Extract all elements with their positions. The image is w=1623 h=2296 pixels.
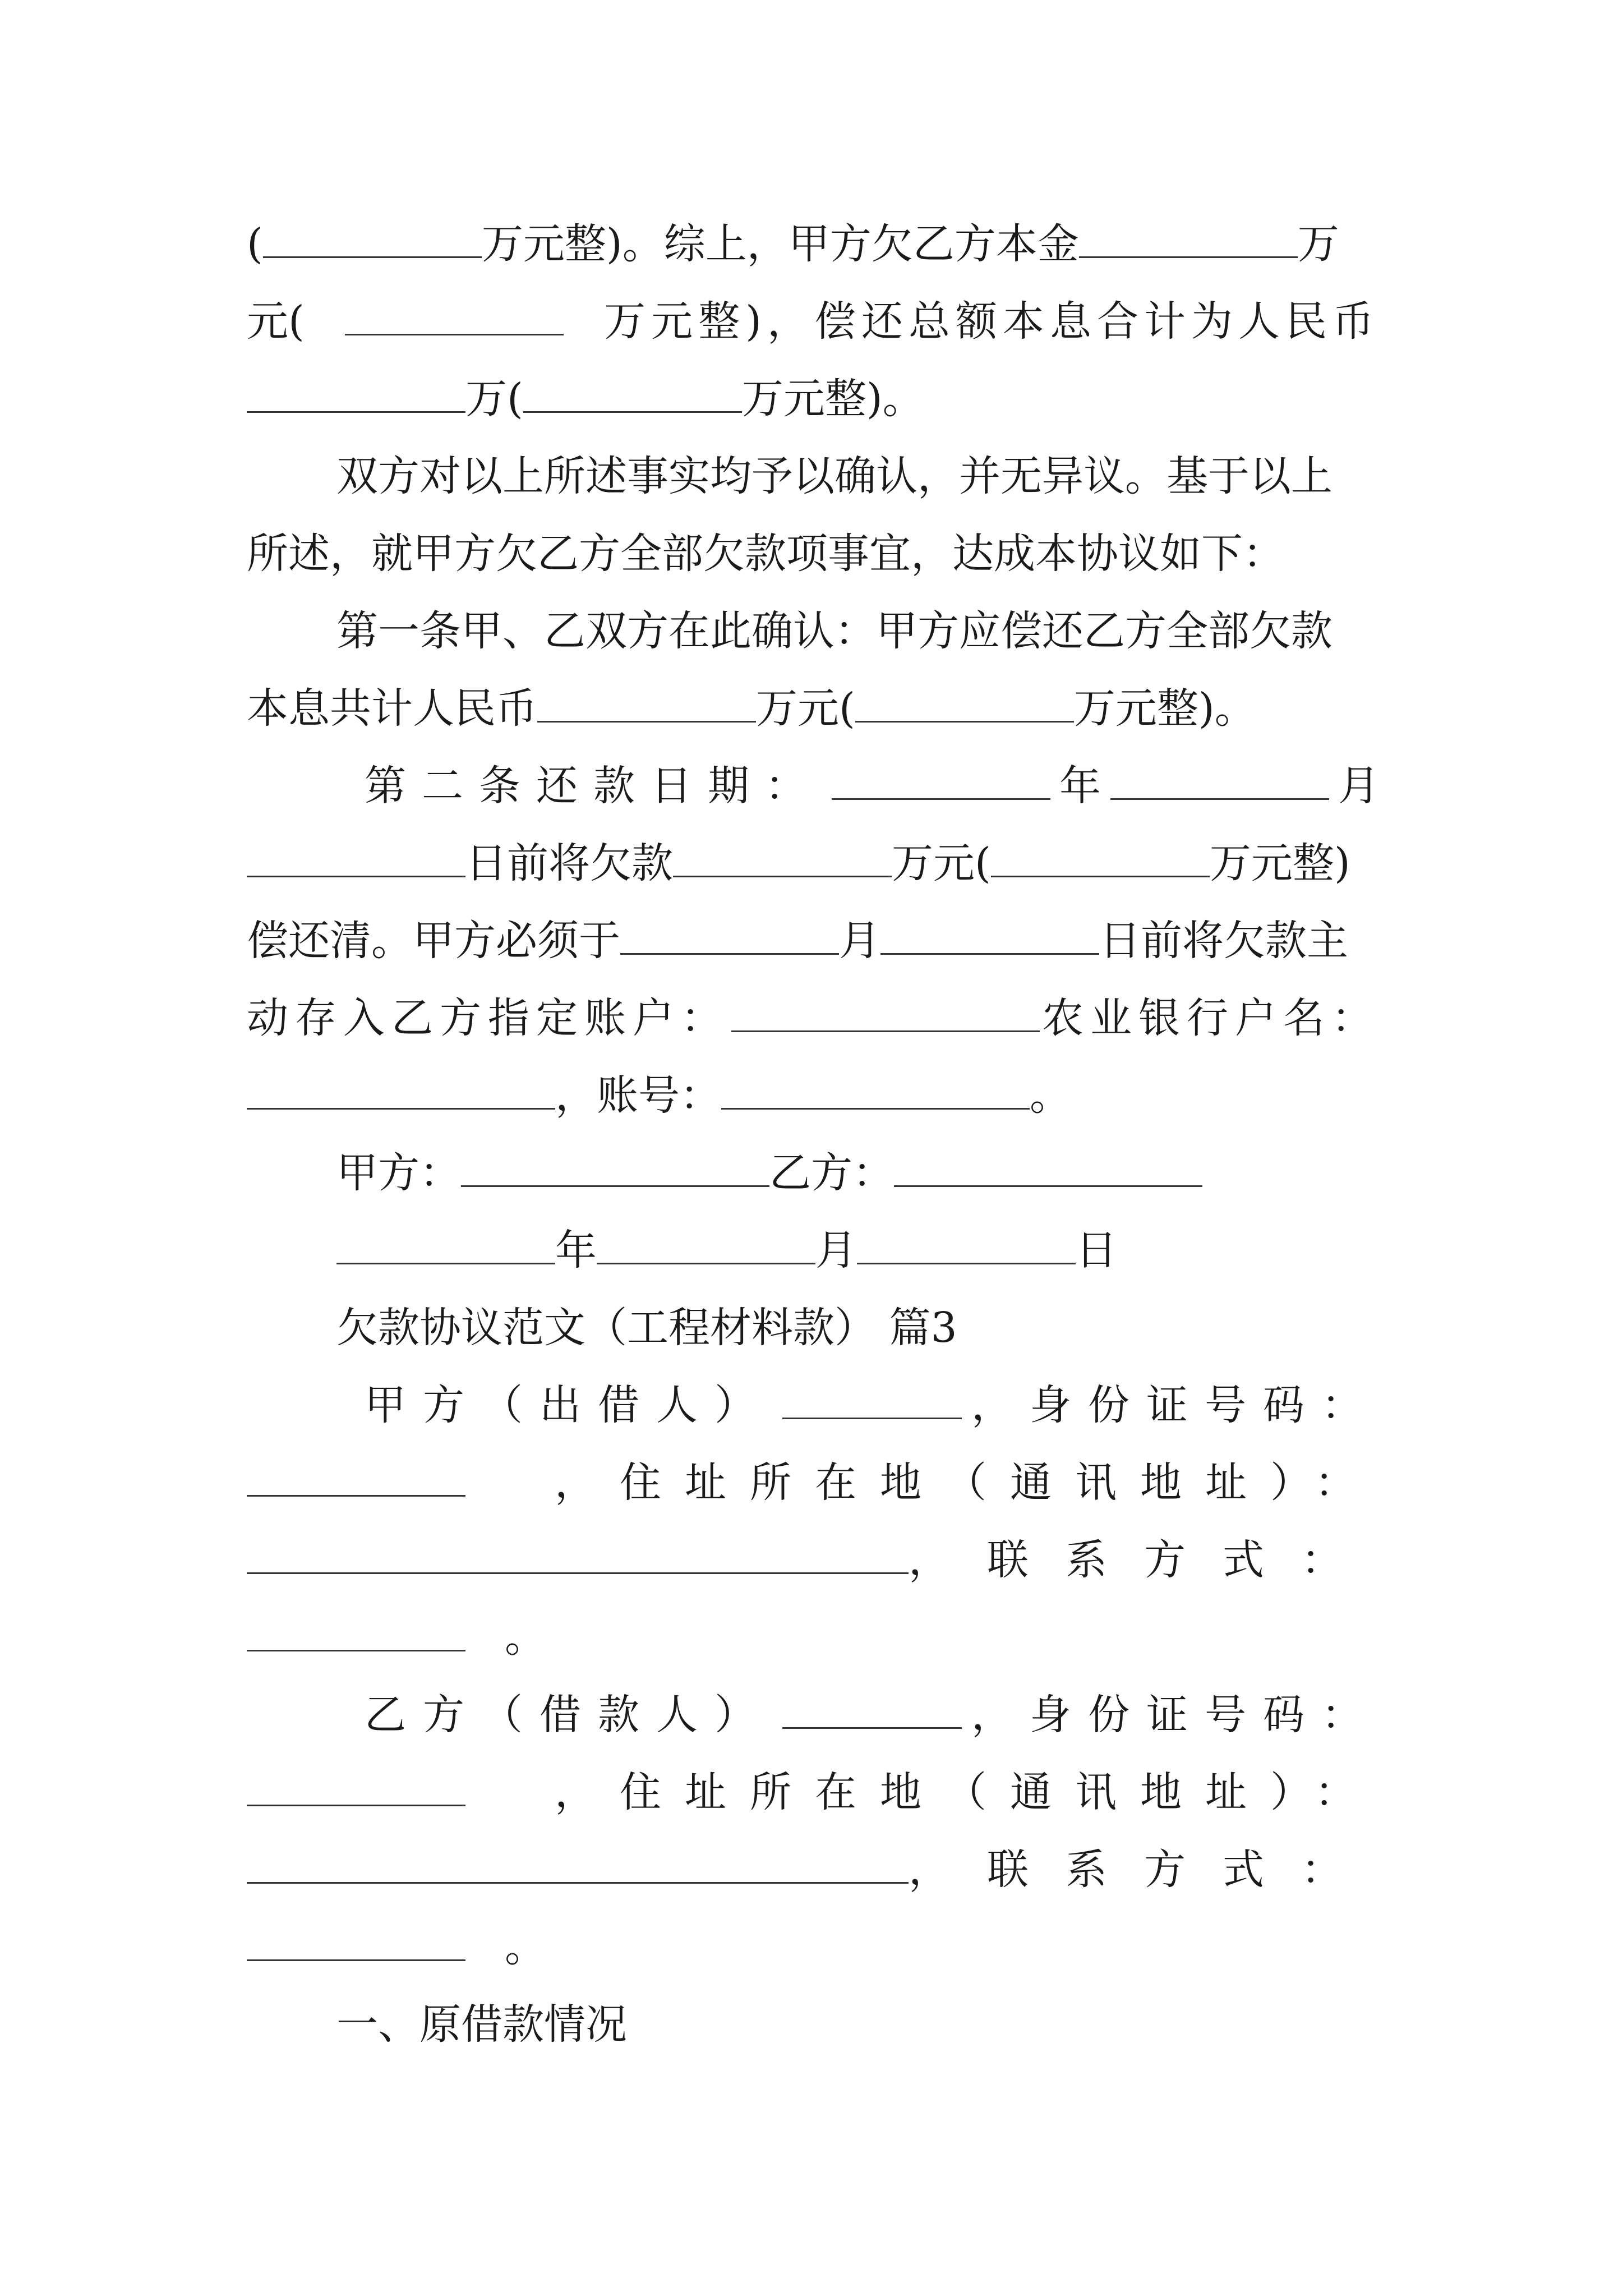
text-fragment: 万(: [465, 375, 523, 423]
text-fragment: 乙方（借款人）: [365, 1691, 773, 1739]
fill-in-blank[interactable]: [247, 1615, 465, 1651]
fill-in-blank[interactable]: [855, 686, 1074, 723]
text-fragment: 所述，就甲方欠乙方全部欠款项事宜，达成本协议如下：: [247, 530, 1284, 578]
text-fragment: 动存入乙方指定账户：: [247, 994, 729, 1042]
fill-in-blank[interactable]: [345, 299, 564, 335]
paragraph-line: [247, 1446, 1380, 1519]
section-heading: [336, 1291, 1380, 1364]
text-fragment: 万元整)，偿还总额本息合计为人民币: [604, 297, 1380, 346]
paragraph-line: [247, 1911, 1380, 1984]
paragraph-line: [247, 1601, 1380, 1674]
paragraph-line: [365, 749, 1380, 822]
paragraph-line: [365, 1678, 1380, 1751]
section-title: 欠款协议范文（工程材料款） 篇3: [336, 1304, 957, 1352]
section-subheading: [336, 1988, 1380, 2061]
text-fragment: 甲方（出借人）: [365, 1381, 773, 1429]
text-fragment: 日: [1076, 1226, 1117, 1274]
text-fragment: 月: [815, 1226, 857, 1274]
fill-in-blank[interactable]: [832, 763, 1050, 800]
text-fragment: 第二条还款日期：: [365, 762, 822, 810]
text-fragment: 月: [839, 917, 880, 965]
text-fragment: 万元整)。: [1073, 684, 1256, 733]
text-fragment: 月: [1338, 762, 1380, 810]
fill-in-blank[interactable]: [782, 1383, 962, 1419]
fill-in-blank[interactable]: [263, 222, 482, 258]
year-blank[interactable]: [336, 1228, 555, 1264]
text-fragment: ，身份证号码：: [971, 1691, 1380, 1739]
fill-in-blank[interactable]: [247, 1925, 465, 1961]
paragraph-line: [247, 827, 1380, 900]
text-fragment: ，住址所在地（通讯地址）：: [555, 1768, 1380, 1816]
text-fragment: ，身份证号码：: [971, 1381, 1380, 1429]
text-fragment: (: [247, 220, 263, 268]
text-fragment: 偿还清。甲方必须于: [247, 917, 620, 965]
text-fragment: 。: [1030, 1071, 1071, 1120]
fill-in-blank[interactable]: [523, 376, 742, 413]
party-a-signature-blank[interactable]: [461, 1151, 769, 1187]
text-fragment: ，住址所在地（通讯地址）：: [555, 1458, 1380, 1507]
month-blank[interactable]: [597, 1228, 815, 1264]
text-fragment: 农业银行户名：: [1042, 994, 1380, 1042]
text-fragment: ，联系方式：: [909, 1536, 1380, 1584]
text-fragment: 万元整)。: [741, 375, 924, 423]
paragraph-line: [336, 595, 1380, 668]
text-fragment: 年: [1059, 762, 1101, 810]
fill-in-blank[interactable]: [991, 841, 1210, 877]
fill-in-blank[interactable]: [247, 1073, 555, 1110]
fill-in-blank[interactable]: [247, 1460, 465, 1497]
paragraph-line: [247, 982, 1380, 1055]
text-fragment: 本息共计人民币: [247, 684, 537, 733]
paragraph-line: [247, 517, 1380, 590]
text-fragment: ，账号：: [555, 1071, 721, 1120]
fill-in-blank[interactable]: [247, 1770, 465, 1806]
paragraph-line: [336, 440, 1380, 513]
fill-in-blank[interactable]: [673, 841, 892, 877]
paragraph-line: [247, 1756, 1380, 1829]
party-b-label: 乙方：: [769, 1149, 894, 1197]
fill-in-blank[interactable]: [537, 686, 756, 723]
day-blank[interactable]: [857, 1228, 1076, 1264]
fill-in-blank[interactable]: [1110, 763, 1329, 800]
paragraph-line: [247, 904, 1380, 977]
text-fragment: 。: [505, 1613, 546, 1662]
paragraph-line: [247, 1524, 1380, 1596]
text-fragment: 第一条甲、乙双方在此确认：甲方应偿还乙方全部欠款: [336, 607, 1332, 655]
fill-in-blank[interactable]: [1079, 222, 1298, 258]
party-b-signature-blank[interactable]: [894, 1151, 1202, 1187]
text-fragment: 日前将欠款主: [1099, 917, 1348, 965]
text-fragment: 日前将欠款: [465, 839, 673, 887]
paragraph-line: [247, 672, 1380, 745]
text-fragment: 万: [1297, 220, 1339, 268]
paragraph-line: [247, 362, 1380, 435]
text-fragment: 。: [505, 1923, 546, 1971]
paragraph-line: [247, 285, 1380, 358]
text-fragment: 万元(: [892, 839, 991, 887]
fill-in-blank[interactable]: [620, 918, 839, 955]
paragraph-line: [247, 1833, 1380, 1906]
party-a-label: 甲方：: [336, 1149, 461, 1197]
text-fragment: ，联系方式：: [909, 1846, 1380, 1894]
fill-in-blank[interactable]: [880, 918, 1099, 955]
paragraph-line: [247, 208, 1380, 280]
text-fragment: 元(: [247, 297, 305, 346]
fill-in-blank[interactable]: [721, 1073, 1030, 1110]
text-fragment: 万元整)。综上，甲方欠乙方本金: [481, 220, 1079, 268]
paragraph-line: [247, 1059, 1380, 1132]
date-line: [336, 1214, 1380, 1287]
fill-in-blank[interactable]: [247, 841, 465, 877]
fill-in-blank[interactable]: [247, 1538, 909, 1574]
subheading-text: 一、原借款情况: [336, 2000, 627, 2049]
text-fragment: 双方对以上所述事实均予以确认，并无异议。基于以上: [336, 452, 1332, 500]
paragraph-line: [365, 1369, 1380, 1442]
fill-in-blank[interactable]: [731, 996, 1040, 1032]
text-fragment: 万元整): [1209, 839, 1350, 887]
fill-in-blank[interactable]: [247, 1847, 909, 1884]
text-fragment: 万元(: [756, 684, 855, 733]
text-fragment: 年: [555, 1226, 597, 1274]
fill-in-blank[interactable]: [247, 376, 465, 413]
fill-in-blank[interactable]: [782, 1692, 962, 1729]
signature-line: [336, 1137, 1380, 1209]
